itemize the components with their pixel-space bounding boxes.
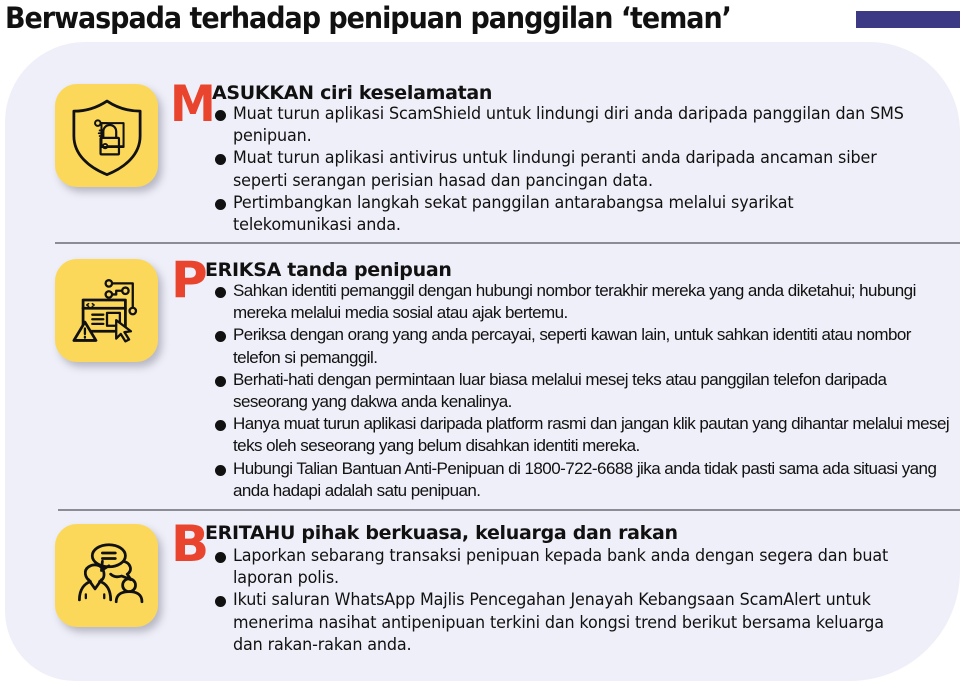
section-initial-b: B xyxy=(171,515,210,573)
bullet-dot-icon xyxy=(215,154,226,165)
section-divider xyxy=(55,242,960,244)
section-initial-m: M xyxy=(170,75,214,133)
title-accent-bar xyxy=(856,11,960,28)
bullet-list-masukkan xyxy=(215,103,915,236)
section-initial-p: P xyxy=(171,251,208,309)
bullet-dot-icon xyxy=(215,465,226,476)
bullet-dot-icon xyxy=(215,596,226,607)
people-chat-icon xyxy=(55,524,158,627)
bullet-dot-icon xyxy=(215,199,226,210)
list-item: Pertimbangkan langkah sekat panggilan antarabangsa melalui syarikat telekomunikasi anda. xyxy=(215,192,915,236)
list-item: Periksa dengan orang yang anda percayai, seperti kawan lain, untuk sahkan identiti atau nombor telefon si pemanggil. xyxy=(215,324,945,368)
shield-lock-icon xyxy=(55,84,158,187)
list-item: Berhati-hati dengan permintaan luar biasa melalui mesej teks atau panggilan telefon daripada seseorang yang dakwa anda kenalinya. xyxy=(215,369,945,413)
bullet-dot-icon xyxy=(215,376,226,387)
bullet-dot-icon xyxy=(215,552,226,563)
list-item: Ikuti saluran WhatsApp Majlis Pencegahan Jenayah Kebangsaan ScamAlert untuk menerima nasihat antipenipuan terkini dan kongsi trend berikut bersama keluarga dan rakan-rakan anda. xyxy=(215,589,915,656)
section-heading-periksa: ERIKSA tanda penipuan xyxy=(205,259,452,281)
bullet-list-beritahu xyxy=(215,545,915,656)
section-divider xyxy=(58,509,960,511)
bullet-dot-icon xyxy=(215,287,226,298)
list-item: Laporkan sebarang transaksi penipuan kepada bank anda dengan segera dan buat laporan polis. xyxy=(215,545,915,589)
list-item: Muat turun aplikasi ScamShield untuk lindungi diri anda daripada panggilan dan SMS penipuan. xyxy=(215,103,915,147)
bullet-dot-icon xyxy=(215,420,226,431)
page-title: Berwaspada terhadap penipuan panggilan ‘teman’ xyxy=(5,1,731,35)
list-item: Sahkan identiti pemanggil dengan hubungi nombor terakhir mereka yang anda diketahui; hubungi mereka melalui media sosial atau ajak bertemu. xyxy=(215,280,945,324)
section-heading-masukkan: ASUKKAN ciri keselamatan xyxy=(212,82,493,104)
section-heading-beritahu: ERITAHU pihak berkuasa, keluarga dan rakan xyxy=(205,522,678,544)
browser-warning-cursor-icon xyxy=(55,259,158,362)
list-item: Hubungi Talian Bantuan Anti-Penipuan di 1800-722-6688 jika anda tidak pasti sama ada situasi yang anda hadapi adalah satu penipuan. xyxy=(215,458,945,502)
bullet-dot-icon xyxy=(215,331,226,342)
list-item: Hanya muat turun aplikasi daripada platform rasmi dan jangan klik pautan yang dihantar melalui mesej teks oleh seseorang yang belum disahkan identiti mereka. xyxy=(215,413,945,457)
bullet-dot-icon xyxy=(215,110,226,121)
bullet-list-periksa xyxy=(215,280,950,502)
list-item: Muat turun aplikasi antivirus untuk lindungi peranti anda daripada ancaman siber seperti serangan perisian hasad dan pancingan data. xyxy=(215,147,915,191)
